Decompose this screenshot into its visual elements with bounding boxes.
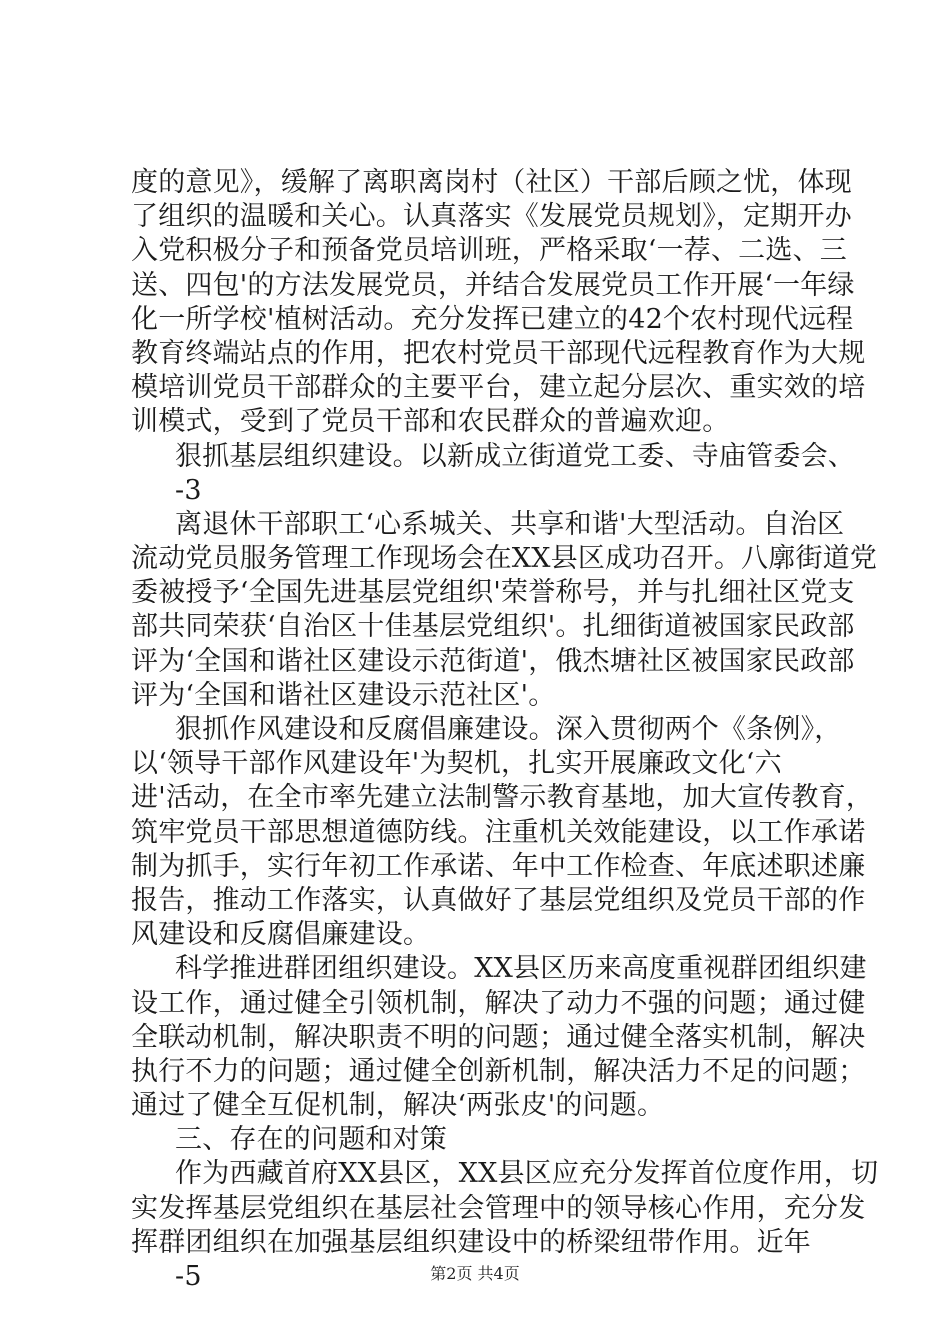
text-line: 化一所学校'植树活动。充分发挥已建立的42个农村现代远程 [131, 303, 854, 335]
text-line: 作为西藏首府XX县区，XX县区应充分发挥首位度作用，切 [175, 1158, 879, 1190]
text-line: 狠抓基层组织建设。以新成立街道党工委、寺庙管委会、 [175, 440, 855, 472]
text-line: 流动党员服务管理工作现场会在XX县区成功召开。八廓街道党 [131, 543, 878, 575]
text-line: 狠抓作风建设和反腐倡廉建设。深入贯彻两个《条例》， [175, 714, 842, 745]
text-line: 全联动机制，解决职责不明的问题；通过健全落实机制，解决 [131, 1021, 866, 1053]
text-line: 训模式，受到了党员干部和农民群众的普遍欢迎。 [131, 406, 730, 438]
text-line: 教育终端站点的作用，把农村党员干部现代远程教育作为大规 [131, 337, 866, 369]
text-line: 模培训党员干部群众的主要平台，建立起分层次、重实效的培 [131, 372, 866, 404]
text-line: 以‘领导干部作风建设年'为契机，扎实开展廉政文化‘六 [131, 748, 782, 780]
text-line: 设工作，通过健全引领机制，解决了动力不强的问题；通过健 [131, 987, 866, 1019]
text-line: 度的意见》，缓解了离职离岗村（社区）干部后顾之忧，体现 [131, 167, 852, 198]
text-line: 送、四包'的方法发展党员，并结合发展党员工作开展‘一年绿 [131, 269, 855, 301]
text-line: 委被授予‘全国先进基层党组织'荣誉称号，并与扎细社区党支 [131, 577, 855, 609]
text-line: 进'活动，在全市率先建立法制警示教育基地，加大宣传教育， [131, 782, 874, 814]
text-line: 制为抓手，实行年初工作承诺、年中工作检查、年底述职述廉 [131, 850, 866, 882]
text-line: 筑牢党员干部思想道德防线。注重机关效能建设，以工作承诺 [131, 816, 866, 848]
text-line: 报告，推动工作落实，认真做好了基层党组织及党员干部的作 [131, 884, 866, 916]
text-line: 入党积极分子和预备党员培训班，严格采取‘一荐、二选、三 [131, 235, 847, 267]
text-line: 实发挥基层党组织在基层社会管理中的领导核心作用，充分发 [131, 1192, 866, 1224]
document-body [131, 166, 879, 1294]
text-line: 执行不力的问题；通过健全创新机制，解决活力不足的问题； [131, 1055, 866, 1087]
text-line: 风建设和反腐倡廉建设。 [131, 919, 431, 951]
text-line: 离退休干部职工‘心系城关、共享和谐'大型活动。自治区 [175, 508, 845, 540]
text-line: 通过了健全互促机制，解决‘两张皮'的问题。 [131, 1090, 665, 1122]
text-line: 三、存在的问题和对策 [175, 1124, 447, 1156]
text-line: 部共同荣获‘自治区十佳基层党组织'。扎细街道被国家民政部 [131, 611, 855, 643]
text-line: -5 [175, 1261, 202, 1292]
text-line: -3 [175, 474, 202, 506]
text-line: 科学推进群团组织建设。XX县区历来高度重视群团组织建 [175, 953, 867, 985]
text-line: 评为‘全国和谐社区建设示范社区'。 [131, 679, 556, 711]
text-line: 了组织的温暖和关心。认真落实《发展党员规划》，定期开办 [131, 201, 852, 233]
text-line: 评为‘全国和谐社区建设示范街道'，俄杰塘社区被国家民政部 [131, 645, 855, 677]
page-footer: 第2页 共4页 [430, 1264, 520, 1283]
text-line: 挥群团组织在加强基层组织建设中的桥梁纽带作用。近年 [131, 1226, 811, 1258]
